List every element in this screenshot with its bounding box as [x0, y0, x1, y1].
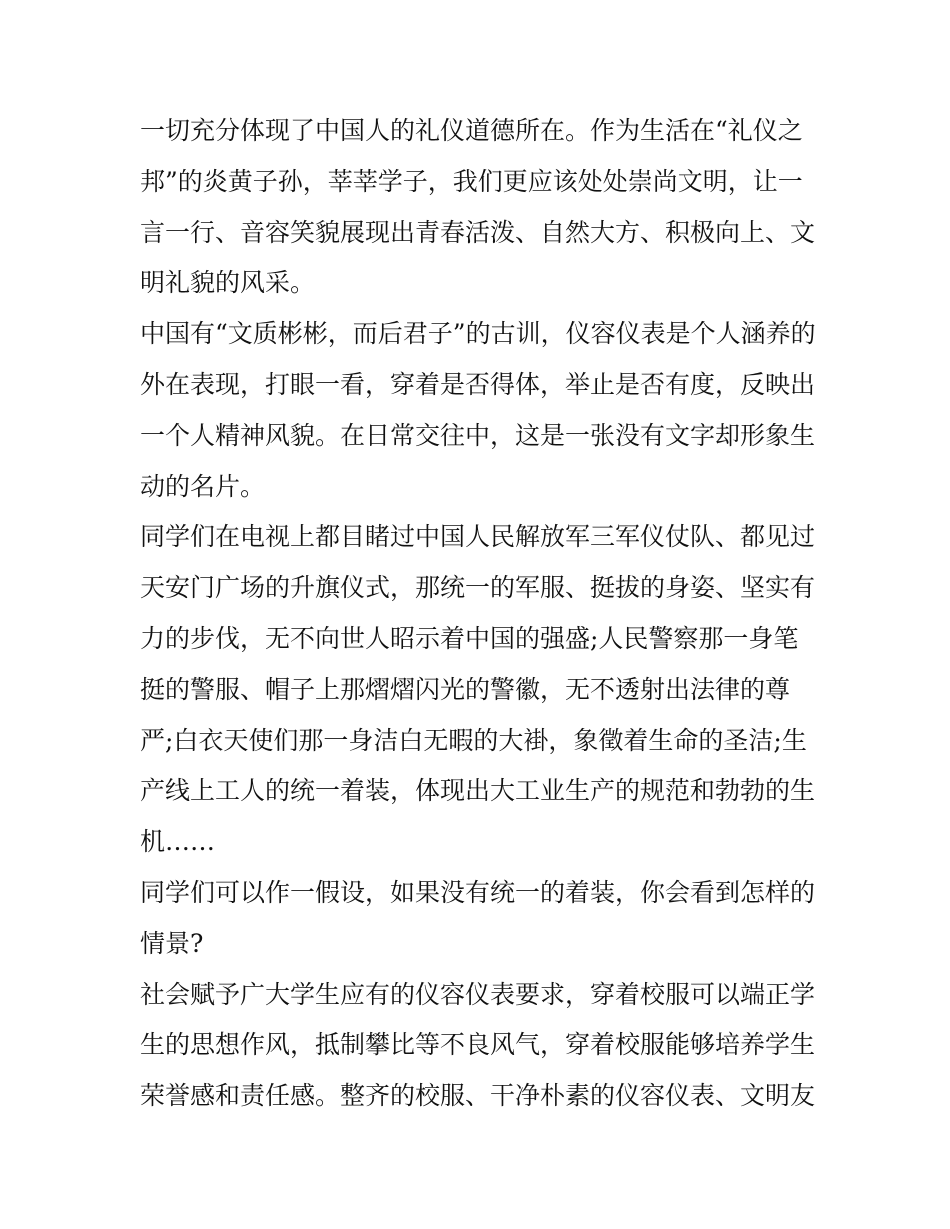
- text-line: 明礼貌的风采。: [140, 268, 316, 298]
- text-line: 严;白衣天使们那一身洁白无暇的大褂，象徵着生命的圣洁;生: [140, 725, 807, 755]
- text-line: 力的步伐，无不向世人昭示着中国的强盛;人民警察那一身笔: [140, 623, 799, 653]
- text-line: 生的思想作风，抵制攀比等不良风气，穿着校服能够培养学生: [140, 1030, 816, 1060]
- text-line: 机……: [140, 827, 216, 857]
- text-line: 天安门广场的升旗仪式，那统一的军服、挺拔的身姿、坚实有: [140, 573, 816, 603]
- text-line: 外在表现，打眼一看，穿着是否得体，举止是否有度，反映出: [140, 369, 816, 399]
- text-line: 动的名片。: [140, 471, 266, 501]
- text-line: 荣誉感和责任感。整齐的校服、干净朴素的仪容仪表、文明友: [140, 1081, 816, 1111]
- text-line: 一个人精神风貌。在日常交往中，这是一张没有文字却形象生: [140, 420, 816, 450]
- text-line: 挺的警服、帽子上那熠熠闪光的警徽，无不透射出法律的尊: [140, 674, 791, 704]
- text-line: 产线上工人的统一着装，体现出大工业生产的规范和勃勃的生: [140, 776, 816, 806]
- text-line: 邦”的炎黄子孙，莘莘学子，我们更应该处处崇尚文明，让一: [140, 166, 803, 196]
- text-line: 同学们可以作一假设，如果没有统一的着装，你会看到怎样的: [140, 877, 816, 907]
- text-line: 一切充分体现了中国人的礼仪道德所在。作为生活在“礼仪之: [140, 116, 803, 145]
- body-text: [140, 106, 820, 1122]
- text-line: 言一行、音容笑貌展现出青春活泼、自然大方、积极向上、文: [140, 217, 816, 247]
- text-line: 社会赋予广大学生应有的仪容仪表要求，穿着校服可以端正学: [140, 979, 816, 1009]
- text-line: 同学们在电视上都目睹过中国人民解放军三军仪仗队、都见过: [140, 522, 816, 552]
- text-line: 中国有“文质彬彬，而后君子”的古训，仪容仪表是个人涵养的: [140, 319, 816, 349]
- text-line: 情景?: [140, 928, 204, 958]
